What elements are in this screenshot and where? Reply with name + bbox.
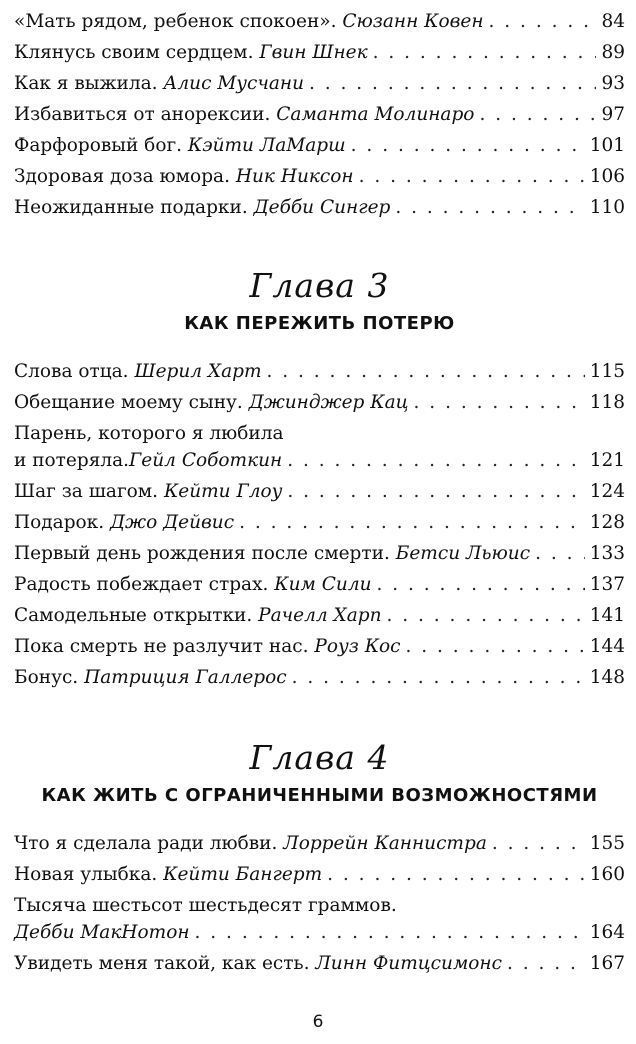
entry-title: Как я выжила. [14, 73, 158, 94]
leader-dots [287, 447, 584, 474]
entry-page: 155 [589, 833, 625, 854]
entry-title: Слова отца. [14, 361, 129, 382]
toc-entry [14, 194, 625, 221]
toc-entry [14, 101, 625, 128]
entry-page: 160 [589, 864, 625, 885]
leader-dots [535, 540, 585, 567]
leader-dots [479, 101, 596, 128]
leader-dots [377, 571, 585, 598]
toc-entry [14, 132, 625, 159]
entry-author: Кэйти ЛаМарш [187, 135, 346, 156]
toc-entry [14, 602, 625, 629]
entry-title: Здоровая доза юмора. [14, 166, 230, 187]
leader-dots [327, 861, 585, 888]
leader-dots [373, 39, 597, 66]
page-number: 6 [312, 1012, 324, 1032]
leader-dots [395, 194, 584, 221]
toc-entry [14, 389, 625, 416]
entry-page: 97 [601, 104, 625, 125]
entry-page: 89 [601, 42, 625, 63]
entry-author: Дебби МакНотон [14, 922, 190, 943]
leader-dots [406, 633, 585, 660]
entry-author: Джинджер Кац [248, 392, 409, 413]
entry-title: и потеряла. [14, 450, 130, 471]
entry-author: Джо Дейвис [110, 512, 235, 533]
entry-page: 110 [589, 197, 625, 218]
leader-dots [287, 478, 584, 505]
leader-dots [351, 132, 585, 159]
entry-title: Фарфоровый бог. [14, 135, 183, 156]
entry-title: Увидеть меня такой, как есть. [14, 953, 310, 974]
leader-dots [359, 163, 585, 190]
toc-entry [14, 478, 625, 505]
entry-author: Роуз Кос [314, 636, 401, 657]
entry-author: Бетси Льюис [395, 543, 531, 564]
entry-page: 124 [589, 481, 625, 502]
entry-author: Патриция Галлерос [84, 667, 287, 688]
toc-entry [14, 633, 625, 660]
entry-title: Избавиться от анорексии. [14, 104, 271, 125]
toc-entry [14, 571, 625, 598]
entry-author: Сюзанн Ковен [342, 11, 484, 32]
entry-page: 118 [589, 392, 625, 413]
entry-author: Ник Никсон [235, 166, 354, 187]
leader-dots [507, 950, 585, 977]
leader-dots [387, 602, 585, 629]
entry-title: Радость побеждает страх. [14, 574, 269, 595]
entry-author: Саманта Молинаро [276, 104, 475, 125]
chapter-heading: КАК ПЕРЕЖИТЬ ПОТЕРЮ [184, 313, 455, 334]
entry-page: 101 [589, 135, 625, 156]
entry-page: 133 [589, 543, 625, 564]
entry-title: Обещание моему сыну. [14, 392, 243, 413]
toc-entry [14, 358, 625, 385]
entry-page: 144 [589, 636, 625, 657]
leader-dots [489, 8, 597, 35]
entry-author: Кейти Бангерт [163, 864, 323, 885]
toc-entry [14, 8, 625, 35]
entry-title: Первый день рождения после смерти. [14, 543, 390, 564]
leader-dots [239, 509, 585, 536]
leader-dots [195, 919, 585, 946]
toc-entry [14, 892, 625, 946]
chapter-heading: КАК ЖИТЬ С ОГРАНИЧЕННЫМИ ВОЗМОЖНОСТЯМИ [41, 785, 598, 806]
leader-dots [309, 70, 596, 97]
entry-author: Лоррейн Каннистра [283, 833, 487, 854]
entry-page: 93 [601, 73, 625, 94]
leader-dots [292, 664, 585, 691]
toc-entry [14, 861, 625, 888]
entry-page: 106 [589, 166, 625, 187]
entry-title: «Мать рядом, ребенок спокоен». [14, 11, 337, 32]
entry-page: 115 [589, 361, 625, 382]
entry-page: 141 [589, 605, 625, 626]
chapter-3-section [14, 266, 625, 691]
entry-page: 164 [589, 922, 625, 943]
entry-page: 137 [589, 574, 625, 595]
toc-entry [14, 39, 625, 66]
entry-page: 121 [589, 450, 625, 471]
entry-title: Новая улыбка. [14, 864, 158, 885]
entry-title: Бонус. [14, 667, 79, 688]
entry-author: Дебби Сингер [253, 197, 391, 218]
entry-author: Гейл Соботкин [129, 450, 283, 471]
leader-dots [492, 830, 585, 857]
entry-page: 167 [589, 953, 625, 974]
chapter-label: Глава 3 [249, 266, 390, 305]
entry-author: Алис Мусчани [163, 73, 305, 94]
entry-title: Пока смерть не разлучит нас. [14, 636, 309, 657]
entry-page: 148 [589, 667, 625, 688]
toc-entry [14, 540, 625, 567]
chapter-label: Глава 4 [249, 738, 390, 777]
entry-page: 128 [589, 512, 625, 533]
entry-author: Рачелл Харп [258, 605, 382, 626]
entry-title: Клянусь своим сердцем. [14, 42, 254, 63]
toc-section-top [14, 8, 625, 221]
entry-title: Что я сделала ради любви. [14, 833, 278, 854]
toc-entry [14, 664, 625, 691]
entry-author: Кейти Глоу [163, 481, 283, 502]
entry-title-line1: Парень, которого я любила [14, 423, 284, 444]
toc-entry [14, 70, 625, 97]
toc-entry [14, 420, 625, 474]
leader-dots [267, 358, 585, 385]
toc-entry [14, 163, 625, 190]
toc-entry [14, 950, 625, 977]
toc-entry [14, 830, 625, 857]
entry-title: Неожиданные подарки. [14, 197, 248, 218]
chapter-4-section [14, 738, 625, 977]
entry-title-line1: Тысяча шестьсот шестьдесят граммов. [14, 895, 397, 916]
entry-author: Шерил Харт [134, 361, 262, 382]
entry-title: Шаг за шагом. [14, 481, 159, 502]
entry-author: Ким Сили [274, 574, 372, 595]
entry-author: Гвин Шнек [259, 42, 368, 63]
entry-author: Линн Фитцсимонс [315, 953, 502, 974]
entry-page: 84 [601, 11, 625, 32]
entry-title: Подарок. [14, 512, 105, 533]
entry-title: Самодельные открытки. [14, 605, 253, 626]
toc-entry [14, 509, 625, 536]
leader-dots [414, 389, 585, 416]
